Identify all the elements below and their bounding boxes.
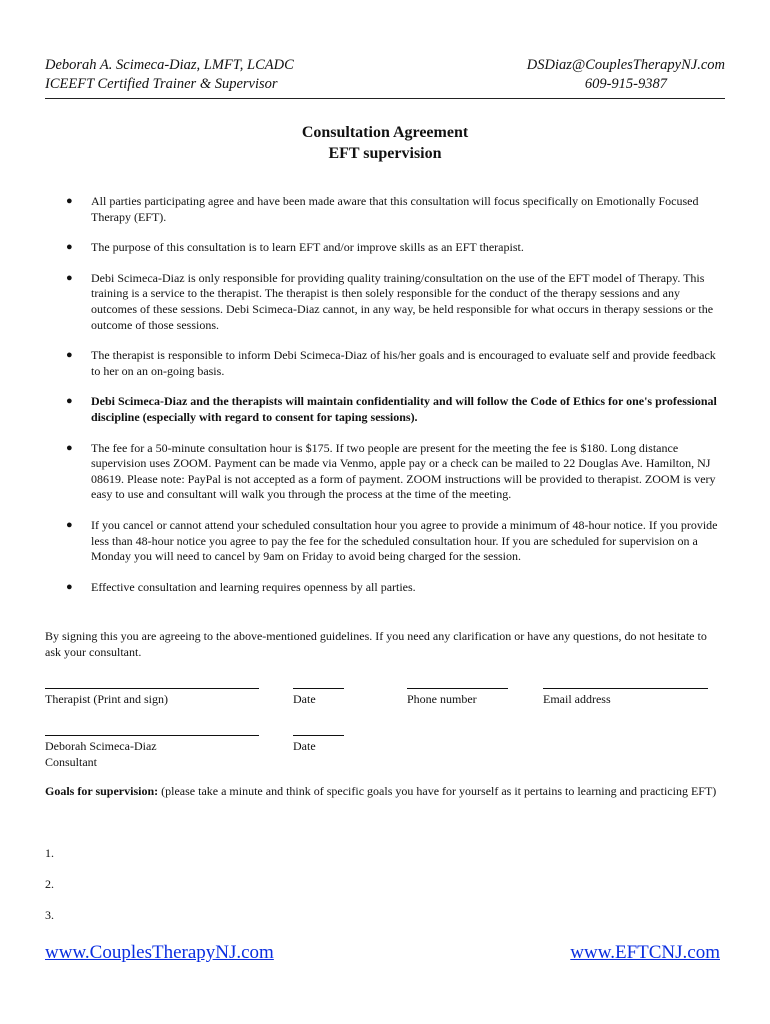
term-text: All parties participating agree and have been made aware that this consultation will focus specifically on Emotionally Focused Therapy (EFT). — [91, 194, 699, 224]
list-item — [64, 518, 724, 565]
consultant-signature-field[interactable] — [45, 735, 259, 770]
therapist-signature-label: Therapist (Print and sign) — [45, 692, 168, 706]
bullet-icon: ● — [66, 349, 73, 362]
goals-label: Goals for supervision: — [45, 784, 159, 798]
date-label: Date — [293, 739, 316, 753]
signature-line — [45, 688, 259, 689]
therapist-signature-field[interactable] — [45, 688, 259, 708]
date-label: Date — [293, 692, 316, 706]
agreement-terms-list — [64, 194, 724, 610]
letterhead-left — [45, 56, 294, 94]
therapist-date-field[interactable] — [293, 688, 344, 708]
term-text: The purpose of this consultation is to learn EFT and/or improve skills as an EFT therapist. — [91, 240, 524, 255]
list-item — [64, 580, 724, 596]
term-text: Debi Scimeca-Diaz is only responsible for providing quality training/consultation on the use of the EFT model of Therapy. This training is a service to the therapist. The therapist is then solely responsible for the conduct of the therapy sessions and any outcomes of these sessions. Debi Scimeca-Diaz cannot, in any way, be held responsible for what occurs in therapy sessions or the outcome of those sessions. — [91, 270, 714, 332]
term-text: The fee for a 50-minute consultation hour is $175. If two people are present for the meeting the fee is $180. Long distance supervision uses ZOOM. Payment can be made via Venmo, apple pay or a check can be mailed to 22 Douglas Ave. Hamilton, NJ 08619. Please note: PayPal is not accepted as a form of payment. ZOOM instructions will be provided to therapist. ZOOM is very easy to use and consultant will walk you through the process at the time of the meeting. — [91, 440, 716, 502]
date-line — [293, 688, 344, 689]
term-text: Debi Scimeca-Diaz and the therapists will maintain confidentiality and will follow the Code of Ethics for one's professional discipline (especially with regard to consent for taping sessions). — [91, 394, 717, 424]
signature-line — [45, 735, 259, 736]
goal-item-2[interactable]: 2. — [45, 877, 54, 891]
bullet-icon: ● — [66, 518, 73, 531]
email-address-label: Email address — [543, 692, 611, 706]
title-line-2: EFT supervision — [328, 145, 442, 162]
author-email: DSDiaz@CouplesTherapyNJ.com — [526, 57, 725, 73]
list-item — [64, 441, 724, 503]
bullet-icon: ● — [66, 241, 73, 254]
goal-item-1[interactable]: 1. — [45, 846, 54, 860]
list-item — [64, 271, 724, 333]
bullet-icon: ● — [66, 441, 73, 454]
list-item — [64, 348, 724, 379]
letterhead-right — [527, 56, 725, 94]
consultant-name: Deborah Scimeca-Diaz — [45, 739, 157, 753]
title-line-1: Consultation Agreement — [301, 124, 469, 141]
couples-therapy-website-link[interactable]: www.CouplesTherapyNJ.com — [45, 942, 274, 963]
author-credential: ICEEFT Certified Trainer & Supervisor — [45, 76, 278, 92]
term-text: Effective consultation and learning requires openness by all parties. — [91, 579, 416, 594]
email-line — [543, 688, 708, 689]
term-text: If you cancel or cannot attend your scheduled consultation hour you agree to provide a minimum of 48-hour notice. If you provide less than 48-hour notice you agree to pay the fee for the scheduled consultation hour. If you are scheduled for supervision on a Monday you will need to cancel by 9am on Friday to avoid being charged for the session. — [91, 517, 718, 564]
bullet-icon: ● — [66, 580, 73, 593]
consultant-role: Consultant — [45, 754, 98, 769]
consultant-date-field[interactable] — [293, 735, 344, 755]
document-title — [0, 122, 770, 164]
date-line — [293, 735, 344, 736]
bullet-icon: ● — [66, 271, 73, 284]
list-item — [64, 394, 724, 425]
eftcnj-website-link[interactable]: www.EFTCNJ.com — [570, 942, 720, 963]
author-phone: 609-915-9387 — [584, 76, 667, 92]
phone-line — [407, 688, 508, 689]
author-name: Deborah A. Scimeca-Diaz, LMFT, LCADC — [45, 57, 294, 73]
goals-section — [45, 784, 725, 800]
signing-statement: By signing this you are agreeing to the above-mentioned guidelines. If you need any clarification or have any questions, do not hesitate to ask your consultant. — [45, 629, 707, 659]
goal-item-3[interactable]: 3. — [45, 908, 54, 922]
goals-instructions: (please take a minute and think of specific goals you have for yourself as it pertains to learning and practicing EFT) — [158, 784, 717, 798]
list-item — [64, 194, 724, 225]
list-item — [64, 240, 724, 256]
letterhead — [45, 56, 725, 99]
phone-number-field[interactable] — [407, 688, 508, 708]
bullet-icon: ● — [66, 395, 73, 408]
email-address-field[interactable] — [543, 688, 708, 708]
bullet-icon: ● — [66, 195, 73, 207]
term-text: The therapist is responsible to inform Debi Scimeca-Diaz of his/her goals and is encouraged to evaluate self and provide feedback to her on an on-going basis. — [91, 348, 716, 378]
phone-number-label: Phone number — [407, 692, 477, 706]
